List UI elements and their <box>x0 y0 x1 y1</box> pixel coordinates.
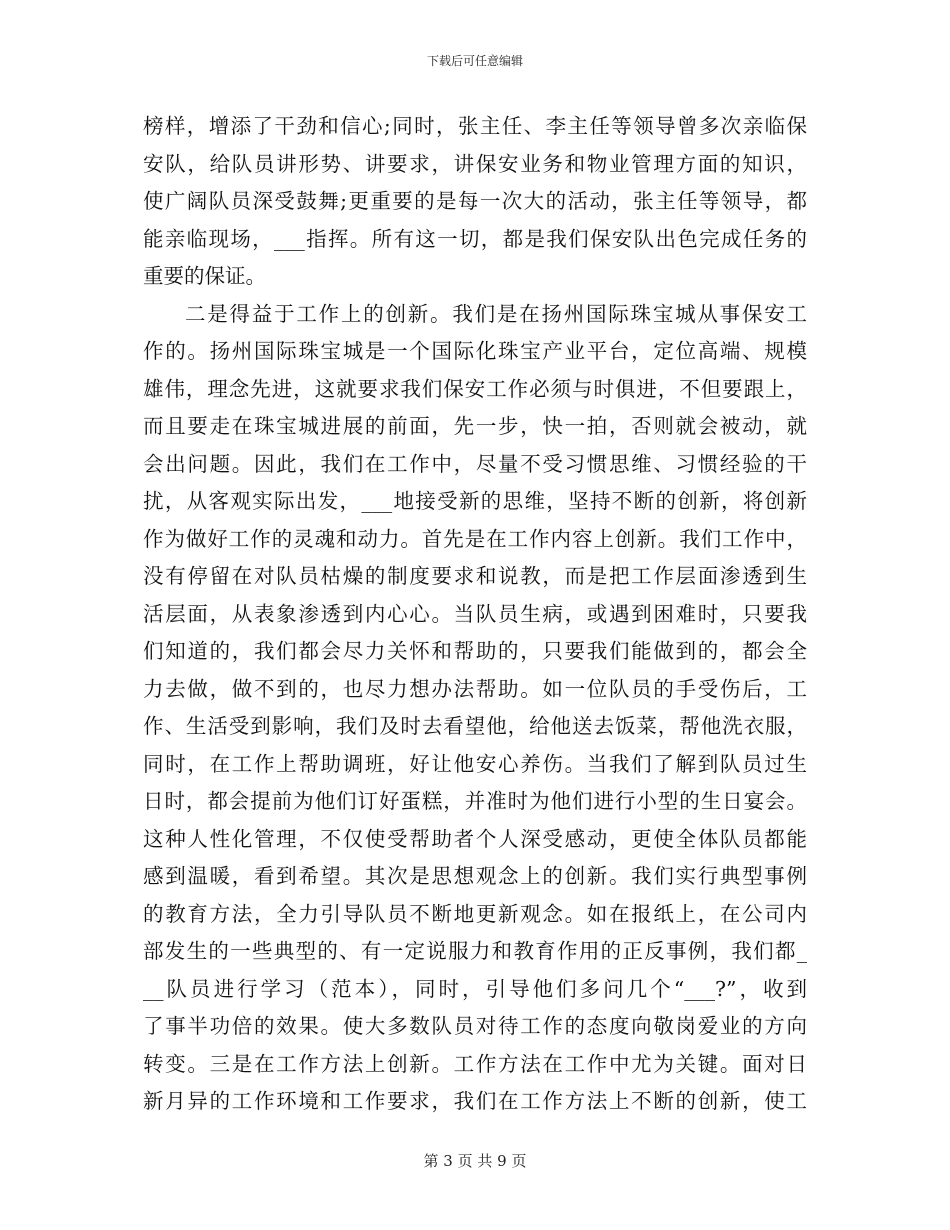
text-line: 感到温暖，看到希望。其次是思想观念上的创新。我们实行典型事例 <box>143 864 807 888</box>
text-line: __队员进行学习（范本），同时，引导他们多问几个“___?”，收到 <box>143 976 807 1001</box>
paragraph-start-line: 二是得益于工作上的创新。我们是在扬州国际珠宝城从事保安工 <box>185 301 807 326</box>
text-line: 扰，从客观实际出发，___地接受新的思维，坚持不断的创新，将创新 <box>143 489 807 513</box>
text-line: 了事半功倍的效果。使大多数队员对待工作的态度向敬岗爱业的方向 <box>143 1014 807 1038</box>
text-line: 使广阔队员深受鼓舞;更重要的是每一次大的活动，张主任等领导，都 <box>143 189 807 213</box>
text-line: 活层面，从表象渗透到内心心。当队员生病，或遇到困难时，只要我 <box>143 601 807 626</box>
text-line: 作、生活受到影响，我们及时去看望他，给他送去饭菜，帮他洗衣服， <box>143 714 807 738</box>
text-line: 而且要走在珠宝城进展的前面，先一步，快一拍，否则就会被动，就 <box>143 414 807 438</box>
text-line: 转变。三是在工作方法上创新。工作方法在工作中尤为关键。面对日 <box>143 1051 807 1076</box>
text-line: 们知道的，我们都会尽力关怀和帮助的，只要我们能做到的，都会全 <box>143 639 807 663</box>
page-number-footer: 第 3 页 共 9 页 <box>423 1152 527 1170</box>
text-line: 安队，给队员讲形势、讲要求，讲保安业务和物业管理方面的知识， <box>143 151 807 176</box>
text-line: 这种人性化管理，不仅使受帮助者个人深受感动，更使全体队员都能 <box>143 826 807 851</box>
text-line: 力去做，做不到的，也尽力想办法帮助。如一位队员的手受伤后，工 <box>143 676 807 701</box>
text-line: 作的。扬州国际珠宝城是一个国际化珠宝产业平台，定位高端、规模 <box>143 339 807 363</box>
text-line: 榜样，增添了干劲和信心;同时，张主任、李主任等领导曾多次亲临保 <box>143 114 807 138</box>
text-line: 作为做好工作的灵魂和动力。首先是在工作内容上创新。我们工作中， <box>143 526 807 551</box>
text-line: 雄伟，理念先进，这就要求我们保安工作必须与时俱进，不但要跟上， <box>143 376 807 401</box>
text-line: 重要的保证。 <box>143 264 266 288</box>
text-line: 能亲临现场，___指挥。所有这一切，都是我们保安队出色完成任务的 <box>143 226 807 251</box>
text-line: 的教育方法，全力引导队员不断地更新观念。如在报纸上，在公司内 <box>143 901 807 926</box>
text-line: 部发生的一些典型的、有一定说服力和教育作用的正反事例，我们都_ <box>143 939 807 963</box>
text-line: 没有停留在对队员枯燥的制度要求和说教，而是把工作层面渗透到生 <box>143 564 807 588</box>
text-line: 日时，都会提前为他们订好蛋糕，并准时为他们进行小型的生日宴会。 <box>143 789 807 813</box>
page-header: 下载后可任意编辑 <box>426 54 523 68</box>
text-line: 同时，在工作上帮助调班，好让他安心养伤。当我们了解到队员过生 <box>143 751 807 776</box>
text-line: 会出问题。因此，我们在工作中，尽量不受习惯思维、习惯经验的干 <box>143 451 807 476</box>
text-line: 新月异的工作环境和工作要求，我们在工作方法上不断的创新，使工 <box>143 1089 807 1113</box>
document-body <box>143 108 807 1121</box>
